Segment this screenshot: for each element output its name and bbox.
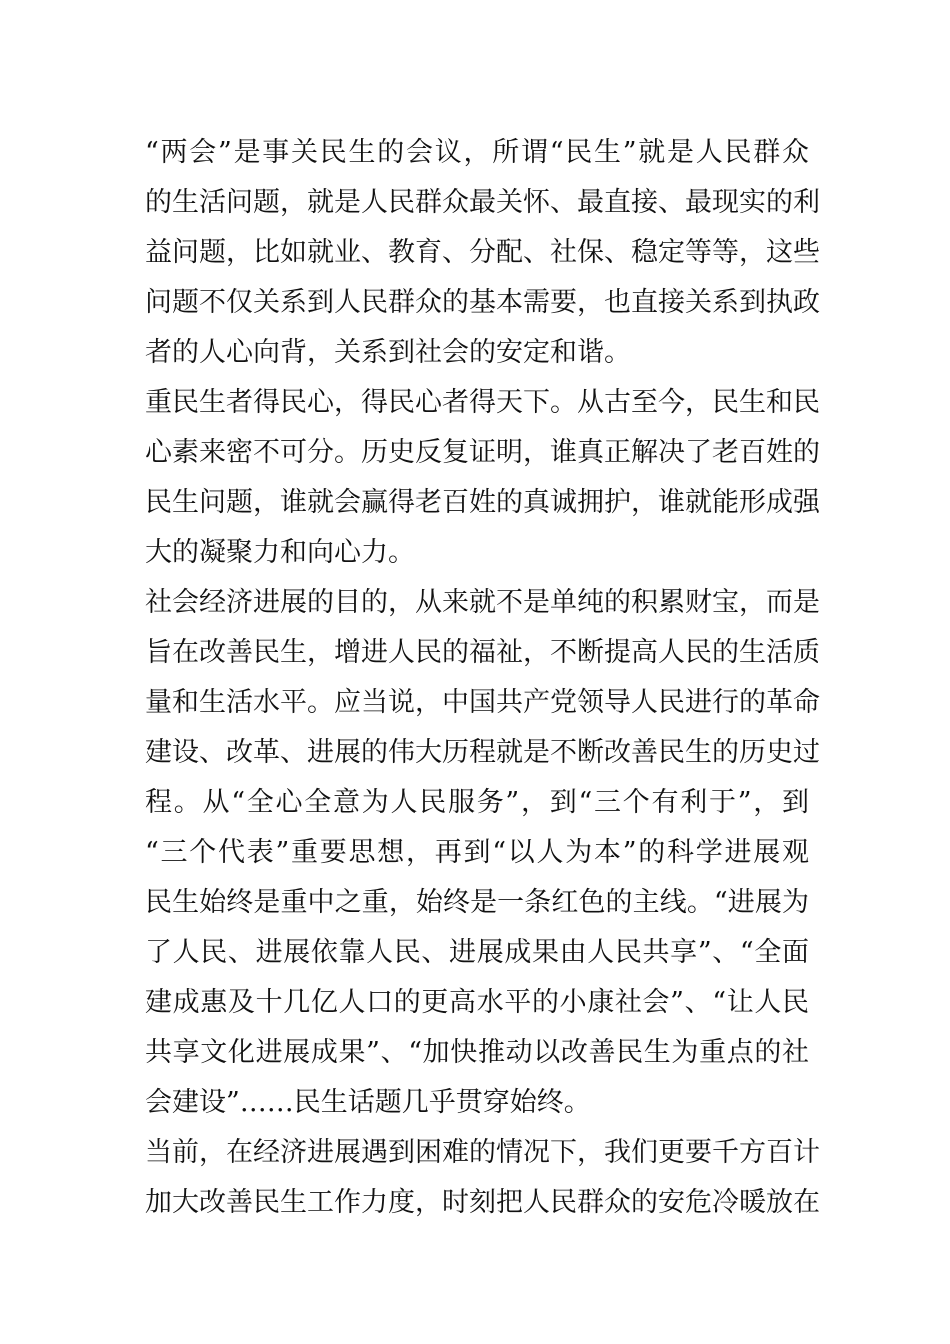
paragraph-line: 当前，在经济进展遇到困难的情况下，我们更要千方百计 bbox=[145, 1137, 820, 1168]
paragraph-line: 问题不仅关系到人民群众的基本需要，也直接关系到执政 bbox=[145, 287, 820, 318]
paragraph-line: 民生始终是重中之重，始终是一条红色的主线。“进展为 bbox=[145, 887, 809, 918]
paragraph-line: 的生活问题，就是人民群众最关怀、最直接、最现实的利 bbox=[145, 187, 820, 218]
paragraph-2 bbox=[145, 378, 820, 578]
paragraph-line: 心素来密不可分。历史反复证明，谁真正解决了老百姓的 bbox=[145, 437, 820, 468]
paragraph-line: 量和生活水平。应当说，中国共产党领导人民进行的革命 bbox=[145, 687, 820, 718]
paragraph-line: 重民生者得民心，得民心者得天下。从古至今，民生和民 bbox=[145, 387, 820, 418]
paragraph-1 bbox=[145, 128, 820, 378]
paragraph-line: 大的凝聚力和向心力。 bbox=[145, 537, 415, 568]
paragraph-line: 旨在改善民生，增进人民的福祉，不断提高人民的生活质 bbox=[145, 637, 820, 668]
paragraph-line: 共享文化进展成果”、“加快推动以改善民生为重点的社 bbox=[145, 1037, 809, 1068]
paragraph-line: 者的人心向背，关系到社会的安定和谐。 bbox=[145, 337, 631, 368]
paragraph-line: “三个代表”重要思想，再到“以人为本”的科学进展观 bbox=[145, 837, 809, 868]
paragraph-line: 加大改善民生工作力度，时刻把人民群众的安危冷暖放在 bbox=[145, 1187, 820, 1218]
paragraph-line: “两会”是事关民生的会议，所谓“民生”就是人民群众 bbox=[145, 137, 809, 168]
paragraph-4 bbox=[145, 1128, 820, 1228]
paragraph-line: 民生问题，谁就会赢得老百姓的真诚拥护，谁就能形成强 bbox=[145, 487, 820, 518]
paragraph-line: 了人民、进展依靠人民、进展成果由人民共享”、“全面 bbox=[145, 937, 809, 968]
paragraph-line: 程。从“全心全意为人民服务”，到“三个有利于”，到 bbox=[145, 787, 809, 818]
document-body bbox=[145, 128, 820, 1228]
paragraph-line: 建成惠及十几亿人口的更高水平的小康社会”、“让人民 bbox=[145, 987, 809, 1018]
paragraph-line: 建设、改革、进展的伟大历程就是不断改善民生的历史过 bbox=[145, 737, 820, 768]
paragraph-3 bbox=[145, 578, 820, 1128]
paragraph-line: 会建设”……民生话题几乎贯穿始终。 bbox=[145, 1087, 591, 1118]
paragraph-line: 益问题，比如就业、教育、分配、社保、稳定等等，这些 bbox=[145, 237, 820, 268]
paragraph-line: 社会经济进展的目的，从来就不是单纯的积累财宝，而是 bbox=[145, 587, 820, 618]
